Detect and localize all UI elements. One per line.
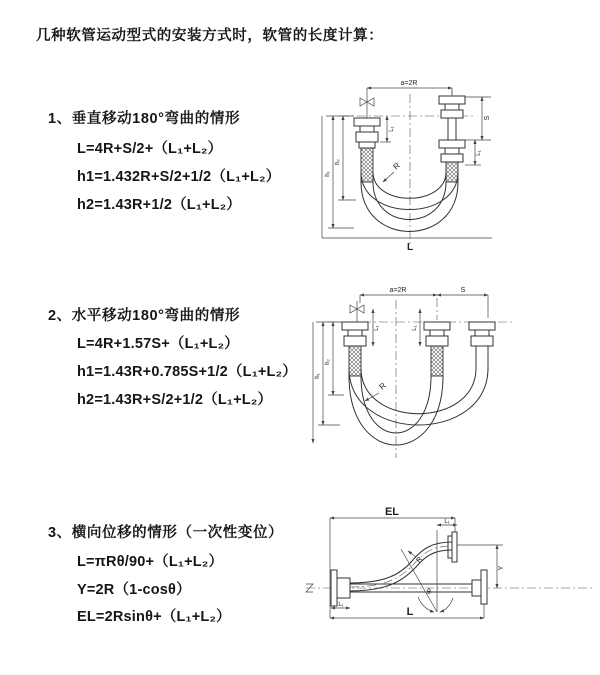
theta-label: θ <box>427 589 431 596</box>
section-1-formula-h1: h1=1.432R+S/2+1/2（L₁+L₂） <box>77 169 281 185</box>
section-1-formula-h2: h2=1.43R+1/2（L₁+L₂） <box>77 197 242 213</box>
section-3-formula-Y: Y=2R（1-cosθ） <box>77 582 191 598</box>
braided-hose-section <box>349 346 361 376</box>
diagram-vertical-180-bend <box>310 70 600 260</box>
u-bend-hoses <box>349 368 488 445</box>
dim-l1-left-label: L₁ <box>374 325 380 331</box>
dim-h2-label: h₂ <box>335 159 341 165</box>
section-3-formula-L: L=πRθ/90+（L₁+L₂） <box>77 554 224 570</box>
dim-a2r-label: a=2R <box>389 287 407 294</box>
dim-l1-left-label: L₁ <box>389 126 395 132</box>
upper-right-flange <box>448 532 457 562</box>
dim-el-extensions <box>330 518 455 618</box>
middle-flange-fitting <box>424 322 450 376</box>
radius-label: R <box>391 160 402 172</box>
radius-arrow <box>383 172 394 182</box>
section-2-formula-L: L=4R+1.57S+（L₁+L₂） <box>77 336 239 352</box>
dim-el-label: EL <box>384 506 400 518</box>
dim-l1-bottom-label: L₁ <box>338 602 344 608</box>
u-bend-hose <box>361 172 458 232</box>
section-2-formula-h1: h1=1.43R+0.785S+1/2（L₁+L₂） <box>77 364 297 380</box>
right-pipe-fitting <box>439 96 465 182</box>
section-2-heading: 2、水平移动180°弯曲的情形 <box>48 308 241 324</box>
diagram-horizontal-180-bend <box>300 278 600 468</box>
section-1-heading: 1、垂直移动180°弯曲的情形 <box>48 111 241 127</box>
section-2-formula-h2: h2=1.43R+S/2+1/2（L₁+L₂） <box>77 392 273 408</box>
dim-l-label: L <box>406 606 414 618</box>
braided-hose-section <box>431 346 443 376</box>
braided-hose-section <box>361 148 373 182</box>
dim-l1-right-label: L₁ <box>476 150 482 156</box>
left-flange-fitting <box>354 118 380 182</box>
dim-h2-label: h₂ <box>325 359 331 365</box>
radius-label: R <box>377 380 388 392</box>
radius-label: R <box>415 555 424 565</box>
right-flange-fitting <box>469 322 495 370</box>
braided-hose-section <box>446 162 458 182</box>
radius-arrow <box>408 551 416 557</box>
theta-arc-right <box>440 598 453 612</box>
dim-h1-label: h₁ <box>315 373 321 379</box>
dim-l-label: L <box>406 242 414 253</box>
dim-l1-mid-label: L₁ <box>412 325 418 331</box>
left-flange-fitting <box>342 322 368 376</box>
lower-right-flange <box>472 570 487 604</box>
dim-top-extensions <box>360 295 488 318</box>
lower-left-flange <box>331 570 350 606</box>
dim-s-label: S <box>460 287 466 294</box>
section-3-heading: 3、横向位移的情形（一次性变位） <box>48 525 284 541</box>
dim-a2r-label: a=2R <box>400 80 418 87</box>
dim-a2r-extensions <box>367 88 452 95</box>
dim-l1-top-label: L₁ <box>444 519 450 525</box>
radius-arrow <box>365 393 379 401</box>
section-3-formula-EL: EL=2Rsinθ+（L₁+L₂） <box>77 609 231 625</box>
diagram-lateral-displacement <box>300 502 600 672</box>
dim-h1-label: h₁ <box>325 171 331 177</box>
section-1-formula-L: L=4R+S/2+（L₁+L₂） <box>77 141 223 157</box>
dim-y-label: Y <box>498 565 505 571</box>
page-title: 几种软管运动型式的安装方式时，软管的长度计算： <box>36 28 384 44</box>
dim-s-label: S <box>484 115 491 121</box>
theta-arc-left <box>418 597 434 612</box>
